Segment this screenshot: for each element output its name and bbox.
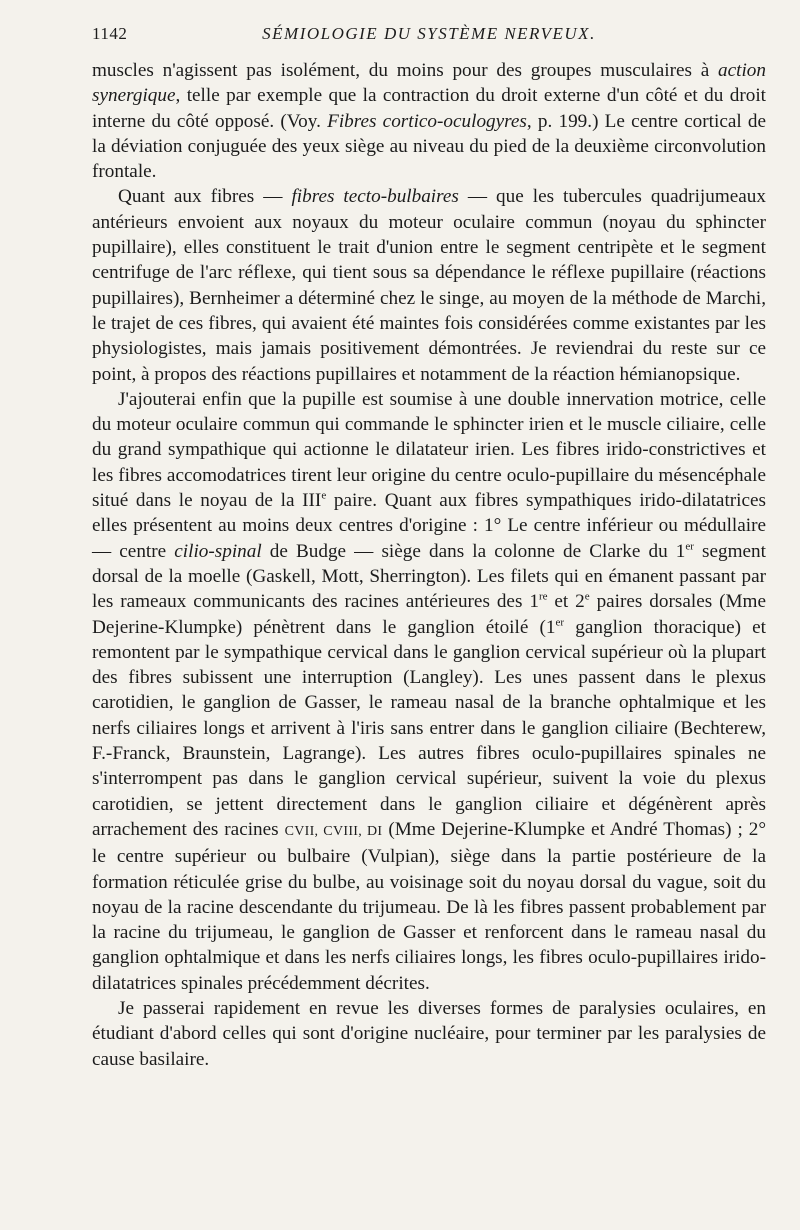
small-caps-span: CVII, CVIII, DI [284, 823, 383, 839]
text-span: de Budge — siège dans la colonne de Clarke du 1 [261, 540, 686, 562]
page-number: 1142 [92, 24, 128, 43]
paragraph-2 [92, 184, 766, 386]
text-span: (Mme Dejerine-Klumpke et André Thomas) ; 2° le centre supérieur ou bulbaire (Vulpian), siège dans la partie postérieure de la formation réticulée grise du bulbe, au voisinage soit du noyau dorsal du vague, soit du noyau de la racine descendante du trijumeau. De là les fibres passent probablement par la racine du trijumeau, le ganglion de Gasser et renforcent dans le rameau nasal du ganglion ophtalmique et dans les nerfs ciliaires longs, les fibres oculo-pupillaires irido-dilatatrices spinales précédemment décrites. [92, 818, 766, 994]
text-span: paires dorsales (Mme Dejerine-Klumpke) pénètrent dans le ganglion étoilé (1 [92, 591, 766, 638]
book-page [92, 18, 766, 1072]
text-span: , p. 199.) Le centre cortical de la déviation conjuguée des yeux siège au niveau du pied de la deuxième circonvolution frontale. [92, 110, 766, 183]
text-span: ganglion thoracique) et remontent par le sympathique cervical dans le ganglion cervical supérieur où la plupart des fibres subissent une interruption (Langley). Les unes passent dans le plexus carotidien, le ganglion de Gasser, le rameau nasal de la branche ophtalmique et les nerfs ciliaires longs et arrivent à l'iris sans entrer dans le ganglion ciliaire (Bechterew, F.-Franck, Braunstein, Lagrange). Les autres fibres oculo-pupillaires spinales ne s'interrompent pas dans le ganglion cervical supérieur, suivent la voie du plexus carotidien, se jettent directement dans le ganglion ciliaire et dégénèrent après arrachement des racines [92, 616, 767, 840]
paragraph-1 [92, 58, 766, 184]
italic-term: Fibres cortico-oculogyres [327, 110, 527, 132]
running-header [92, 18, 766, 52]
text-span: muscles n'agissent pas isolément, du moins pour des groupes musculaires à [92, 60, 719, 81]
superscript: e [321, 489, 327, 502]
paragraph-3 [92, 387, 766, 996]
text-span: Quant aux fibres — [118, 186, 292, 208]
superscript: e [584, 590, 590, 603]
superscript: er [555, 616, 565, 629]
text-span: et 2 [547, 591, 585, 613]
text-span: paire. Quant aux fibres sympathiques irido-dilatatrices elles présentent au moins deux centres d'origine : 1° Le centre inférieur ou médullaire — centre [92, 490, 767, 562]
superscript: er [685, 540, 694, 553]
text-span: Je passerai rapidement en revue les diverses formes de paralysies oculaires, en étudiant d'abord celles qui sont d'origine nucléaire, pour terminer par les paralysies de cause basilaire. [92, 997, 766, 1070]
italic-term: action synergique [92, 60, 766, 107]
text-span: — que les tubercules quadrijumeaux antérieurs envoient aux noyaux du moteur oculaire commun (noyau du sphincter pupillaire), elles constituent le trait d'union entre le segment centripète et le segment centrifuge de l'arc réflexe, qui tient sous sa dépendance le réflexe pupillaire (réactions pupillaires), Bernheimer a déterminé chez le singe, au moyen de la méthode de Marchi, le trajet de ces fibres, qui avaient été maintes fois considérées comme existantes par les physiologistes, mais jamais positivement démontrées. Je reviendrai du reste sur ce point, à propos des réactions pupillaires et notamment de la réaction hémianopsique. [92, 186, 766, 385]
text-span: J'ajouterai enfin que la pupille est soumise à une double innervation motrice, celle du moteur oculaire commun qui commande le sphincter irien et le muscle ciliaire, celle du grand sympathique qui actionne le dilatateur irien. Les fibres irido-constrictives et les fibres accomodatrices tirent leur origine du centre oculo-pupillaire du mésencéphale situé dans le noyau de la III [92, 388, 766, 512]
running-title: SÉMIOLOGIE DU SYSTÈME NERVEUX. [262, 24, 596, 43]
body-text [92, 58, 766, 1072]
text-span: , telle par exemple que la contraction du droit externe d'un côté et du droit interne du côté opposé. (Voy. [92, 85, 766, 132]
superscript: re [538, 590, 548, 603]
italic-term: fibres tecto-bulbaires [291, 186, 459, 208]
text-span: segment dorsal de la moelle (Gaskell, Mott, Sherrington). Les filets qui en émanent passant par les rameaux communicants des racines antérieures des 1 [92, 540, 766, 613]
paragraph-4 [92, 996, 766, 1072]
italic-term: cilio-spinal [174, 540, 262, 562]
